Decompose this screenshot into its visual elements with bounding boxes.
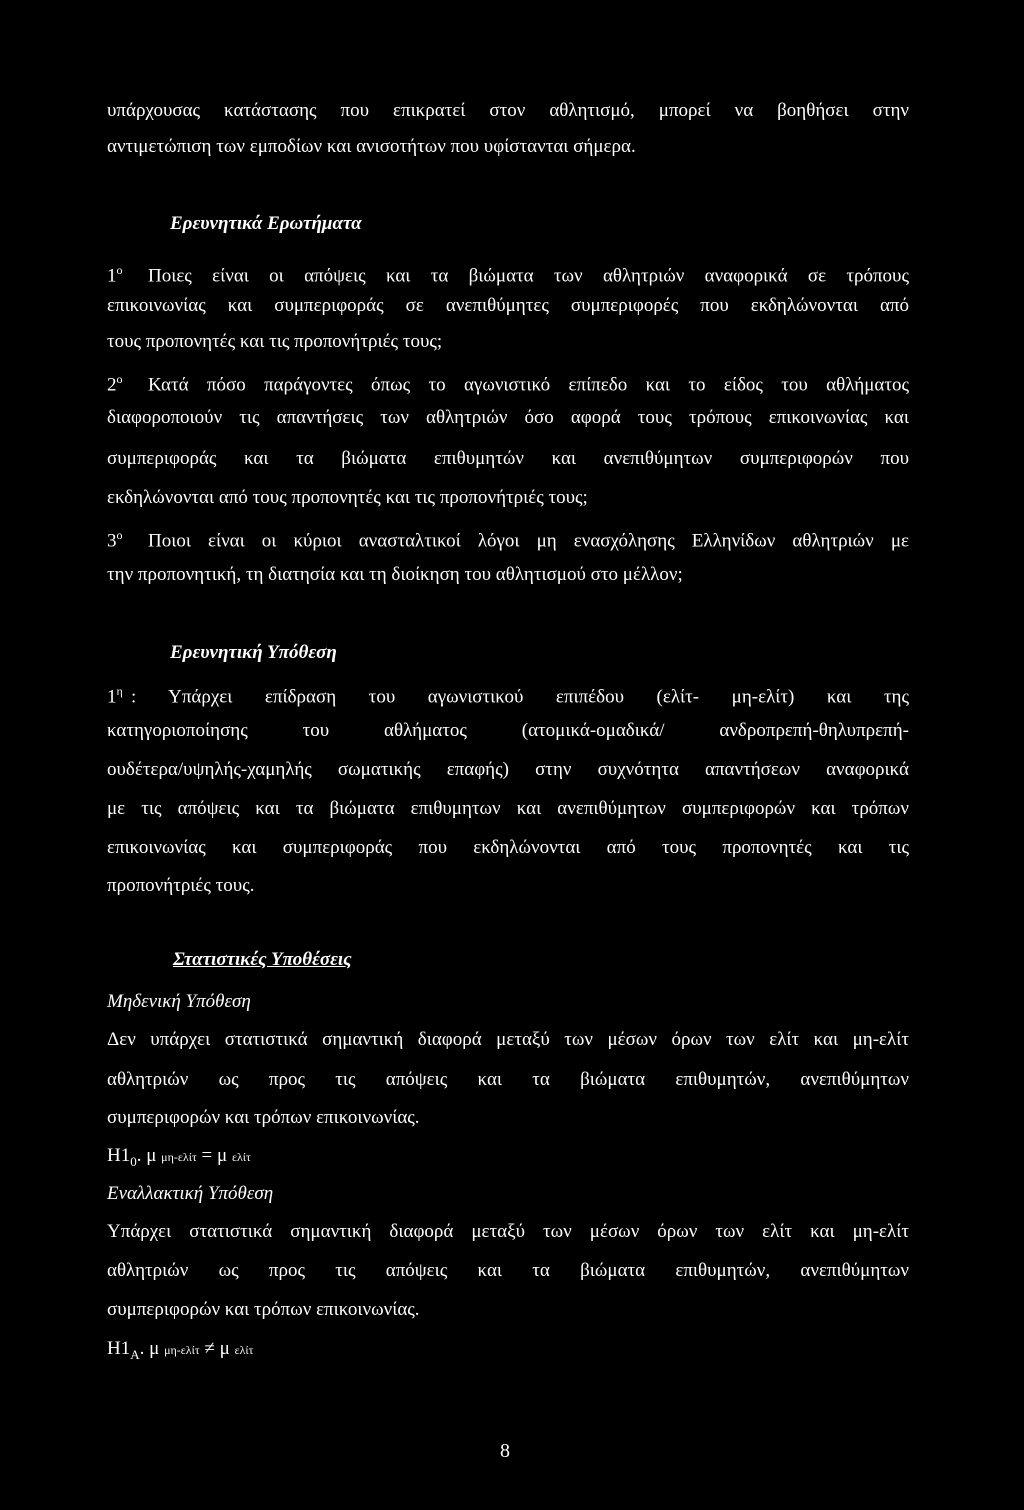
question-2-number: $2^o$ — [107, 372, 123, 396]
questions-heading: Ερευνητικά Ερωτήματα — [170, 213, 362, 234]
question-1-line-3: τους προπονητές και τις προπονήτριές τους; — [107, 331, 443, 352]
hypothesis-line-1: $1^\eta$ : Υπάρχει επίδραση του αγωνιστικού επιπέδου (ελίτ- μη-ελίτ) και της — [107, 678, 909, 710]
question-1-line-2: επικοινωνίας και συμπεριφοράς σε ανεπιθύμητες συμπεριφορές που εκδηλώνονται από — [107, 295, 909, 316]
page-number: 8 — [500, 1440, 510, 1462]
question-2-line-4: εκδηλώνονται από τους προπονητές και τις προπονήτριές τους; — [107, 487, 588, 508]
alt-hypothesis-line-3: συμπεριφορών και τρόπων επικοινωνίας. — [107, 1299, 420, 1320]
null-hypothesis-title: Μηδενική Υπόθεση — [107, 991, 251, 1012]
alt-hypothesis-line-1: Υπάρχει στατιστικά σημαντική διαφορά μεταξύ των μέσων όρων των ελίτ και μη-ελίτ — [107, 1221, 909, 1242]
question-1-line-1: $1^o$ Ποιες είναι οι απόψεις και τα βιώματα των αθλητριών αναφορικά σε τρόπους — [107, 257, 909, 289]
null-hypothesis-line-2: αθλητριών ως προς τις απόψεις και τα βιώματα επιθυμητών, ανεπιθύμητων — [107, 1069, 909, 1090]
hypothesis-line-3: ουδέτερα/υψηλής-χαμηλής σωματικής επαφής) στην συχνότητα απαντήσεων αναφορικά — [107, 759, 909, 780]
hypothesis-line-4: με τις απόψεις και τα βιώματα επιθυμητων και ανεπιθύμητων συμπεριφορών και τρόπων — [107, 798, 909, 819]
statistical-heading: Στατιστικές Υποθέσεις — [173, 949, 352, 970]
question-3-number: $3^o$ — [107, 528, 123, 552]
hypothesis-number: $1^\eta$ — [107, 684, 123, 708]
question-2-line-2: διαφοροποιούν τις απαντήσεις των αθλητριών όσο αφορά τους τρόπους επικοινωνίας και — [107, 407, 909, 428]
alt-hypothesis-line-2: αθλητριών ως προς τις απόψεις και τα βιώματα επιθυμητών, ανεπιθύμητων — [107, 1260, 909, 1281]
question-2-line-3: συμπεριφοράς και τα βιώματα επιθυμητών και ανεπιθύμητων συμπεριφορών που — [107, 448, 909, 469]
question-1-number: $1^o$ — [107, 263, 123, 287]
hypothesis-heading: Ερευνητική Υπόθεση — [170, 642, 337, 663]
question-3-line-1: $3^o$ Ποιοι είναι οι κύριοι ανασταλτικοί λόγοι μη ενασχόλησης Ελληνίδων αθλητριών με — [107, 522, 909, 554]
null-hypothesis-formula: $H1_0$. μ μη-ελίτ = μ ελίτ — [107, 1145, 251, 1169]
hypothesis-line-5: επικοινωνίας και συμπεριφοράς που εκδηλώνονται από τους προπονητές και τις — [107, 837, 909, 858]
question-3-line-2: την προπονητική, τη διατησία και τη διοίκηση του αθλητισμού στο μέλλον; — [107, 564, 683, 585]
hypothesis-line-6: προπονήτριές τους. — [107, 875, 255, 896]
intro-line-1: υπάρχουσας κατάστασης που επικρατεί στον αθλητισμό, μπορεί να βοηθήσει στην — [107, 100, 909, 121]
null-hypothesis-line-3: συμπεριφορών και τρόπων επικοινωνίας. — [107, 1107, 420, 1128]
alt-hypothesis-title: Εναλλακτική Υπόθεση — [107, 1183, 274, 1204]
null-hypothesis-line-1: Δεν υπάρχει στατιστικά σημαντική διαφορά μεταξύ των μέσων όρων των ελίτ και μη-ελίτ — [107, 1029, 909, 1050]
hypothesis-line-2: κατηγοριοποίησης του αθλήματος (ατομικά-ομαδικά/ ανδροπρεπή-θηλυπρεπή- — [107, 720, 909, 741]
intro-line-2: αντιμετώπιση των εμποδίων και ανισοτήτων που υφίστανται σήμερα. — [107, 136, 636, 157]
question-2-line-1: $2^o$ Κατά πόσο παράγοντες όπως το αγωνιστικό επίπεδο και το είδος του αθλήματος — [107, 366, 909, 398]
alt-hypothesis-formula: $H1_A$. μ μη-ελίτ ≠ μ ελίτ — [107, 1338, 254, 1362]
